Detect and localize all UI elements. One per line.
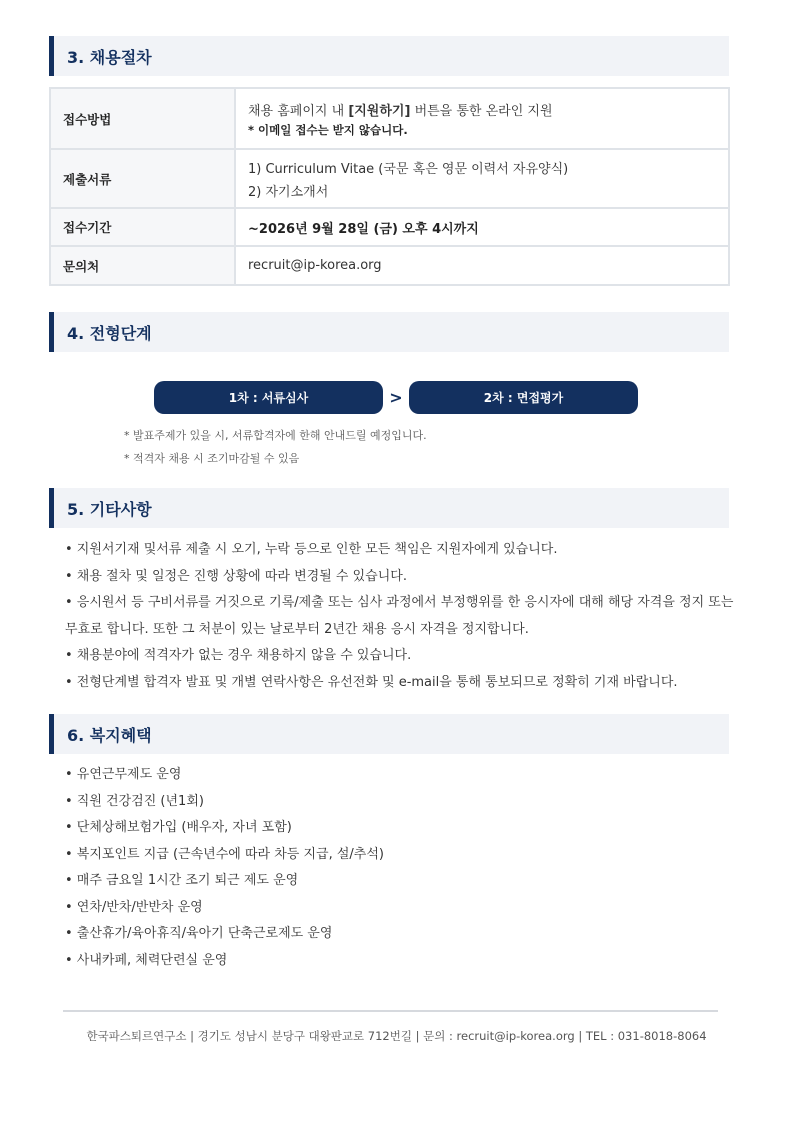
stage-note: * 발표주제가 있을 시, 서류합격자에 한해 안내드릴 예정입니다.: [124, 429, 427, 442]
list-item: • 사내카페, 체력단련실 운영: [65, 952, 228, 968]
chevron-right-icon: >: [389, 388, 403, 407]
stage-2-interview: 2차 : 면접평가: [409, 381, 638, 414]
row-label: 문의처: [50, 246, 235, 285]
section-title: 3. 채용절차: [67, 47, 152, 67]
section-title: 4. 전형단계: [67, 323, 152, 343]
row-label: 제출서류: [50, 149, 235, 208]
method-text-pre: 채용 홈페이지 내: [248, 103, 349, 119]
table-row: [50, 88, 729, 149]
table-row: [50, 208, 729, 246]
table-row: [50, 149, 729, 208]
list-item: • 매주 금요일 1시간 조기 퇴근 제도 운영: [65, 873, 299, 888]
welfare-list: [65, 762, 725, 974]
section-heading-selection-stages: [49, 312, 729, 352]
contact-email: recruit@ip-korea.org: [235, 246, 729, 285]
list-item: • 채용 절차 및 일정은 진행 상황에 따라 변경될 수 있습니다.: [65, 568, 407, 584]
list-item: • 전형단계별 합격자 발표 및 개별 연락사항은 유선전화 및 e-mail을 통해 통보되므로 정확히 기재 바랍니다.: [65, 674, 678, 690]
footer-info: 한국파스퇴르연구소 | 경기도 성남시 분당구 대왕판교로 712번길 | 문의 : recruit@ip-korea.org | TEL : 031-8018-8064: [86, 1029, 707, 1043]
email-notice: * 이메일 접수는 받지 않습니다.: [248, 122, 408, 137]
other-notes-list: [65, 537, 750, 696]
list-item: • 단체상해보험가입 (배우자, 자녀 포함): [65, 820, 292, 835]
row-value: [235, 149, 729, 208]
list-item: • 채용분야에 적격자가 없는 경우 채용하지 않을 수 있습니다.: [65, 648, 412, 663]
list-item: • 응시원서 등 구비서류를 거짓으로 기록/제출 또는 심사 과정에서 부정행위를 한 응시자에 대해 해당 자격을 정지 또는 무효로 합니다. 또한 그 처분이 있는 날로부터 2년간 채용 응시 자격을 정지합니다.: [65, 595, 734, 637]
section-title: 5. 기타사항: [67, 499, 152, 519]
list-item: • 직원 건강검진 (년1회): [65, 793, 204, 809]
list-item: • 연차/반차/반반차 운영: [65, 899, 203, 915]
stage-note: * 적격자 채용 시 조기마감될 수 있음: [124, 452, 300, 465]
section-heading-other-notes: [49, 488, 729, 528]
section-heading-recruitment-process: [49, 36, 729, 76]
recruitment-process-table: [49, 87, 730, 286]
section-title: 6. 복지혜택: [67, 725, 152, 745]
list-item: • 지원서기재 및서류 제출 시 오기, 누락 등으로 인한 모든 책임은 지원자에게 있습니다.: [65, 542, 558, 557]
row-value: [235, 88, 729, 149]
list-item: • 복지포인트 지급 (근속년수에 따라 차등 지급, 설/추석): [65, 846, 384, 862]
table-row: [50, 246, 729, 285]
method-text-post: 버튼을 통한 온라인 지원: [410, 103, 553, 119]
row-label: 접수기간: [50, 208, 235, 246]
apply-button-reference: [지원하기]: [348, 103, 411, 119]
list-item: • 유연근무제도 운영: [65, 767, 182, 782]
footer-divider: [63, 1010, 718, 1012]
application-period: ~2026년 9월 28일 (금) 오후 4시까지: [235, 208, 729, 246]
stage-1-document-screening: 1차 : 서류심사: [154, 381, 383, 414]
document-item: 2) 자기소개서: [248, 184, 329, 200]
section-heading-welfare-benefits: [49, 714, 729, 754]
document-item: 1) Curriculum Vitae (국문 혹은 영문 이력서 자유양식): [248, 161, 569, 177]
row-label: 접수방법: [50, 88, 235, 149]
list-item: • 출산휴가/육아휴직/육아기 단축근로제도 운영: [65, 926, 333, 941]
